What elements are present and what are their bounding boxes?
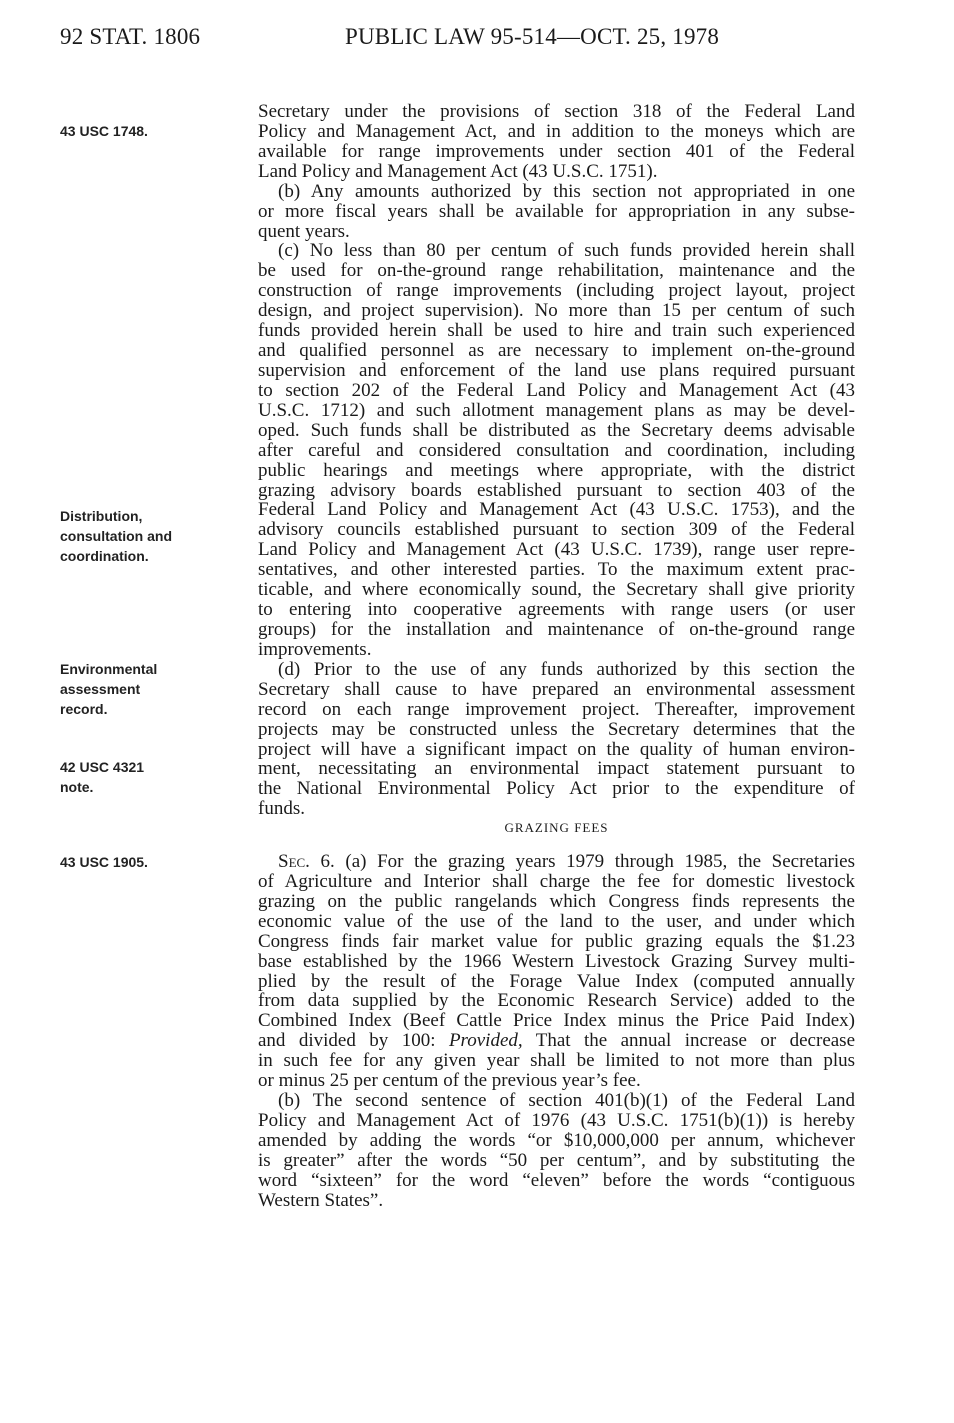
text-line: ticable, and where economically sound, the Secretary shall give priority: [258, 579, 855, 601]
text-line: public hearings and meetings where appropriate, with the district: [258, 459, 855, 481]
text-line: amended by adding the words “or $10,000,000 per annum, whichever: [258, 1129, 855, 1151]
text-line: design, and project supervision). No more than 15 per centum of such: [258, 300, 855, 322]
text-line: Policy and Management Act, and in addition to the moneys which are: [258, 120, 855, 142]
text-line: project will have a significant impact on the quality of human environ-: [258, 738, 855, 760]
text-line: economic value of the use of the land to the user, and under which: [258, 910, 855, 932]
text-line: U.S.C. 1712) and such allotment management plans as may be devel-: [258, 399, 855, 421]
text-line: plied by the result of the Forage Value Index (computed annually: [258, 970, 855, 992]
text-line: Federal Land Policy and Management Act (43 U.S.C. 1753), and the: [258, 499, 855, 521]
text-line: sentatives, and other interested parties. To the maximum extent prac-: [258, 559, 855, 581]
margin-note-usc-4321: [60, 757, 144, 797]
small-caps-text: Sec.: [278, 851, 310, 872]
margin-note-line: record.: [60, 701, 108, 717]
margin-note-usc-1748: 43 USC 1748.: [60, 123, 148, 139]
text-segment: and divided by 100:: [258, 1030, 449, 1052]
text-segment: That the annual increase or decrease: [522, 1030, 856, 1052]
text-line: funds provided herein shall be used to hire and train such experienced: [258, 320, 855, 342]
text-line: Secretary under the provisions of section 318 of the Federal Land: [258, 101, 855, 122]
text-line: (b) The second sentence of section 401(b)(1) of the Federal Land: [278, 1090, 855, 1112]
margin-note-line: note.: [60, 779, 94, 795]
text-line: [258, 1031, 855, 1051]
text-line: and qualified personnel as are necessary to implement on-the-ground: [258, 340, 855, 362]
text-line: quent years.: [258, 220, 350, 242]
text-line: [258, 852, 855, 872]
margin-note-line: Distribution,: [60, 508, 143, 524]
body-text-section-5: [258, 102, 855, 819]
text-line: supervision and enforcement of the land use plans required pursuant: [258, 359, 855, 381]
margin-note-line: Environmental: [60, 661, 158, 677]
text-line: (b) Any amounts authorized by this section not appropriated in one: [278, 180, 855, 202]
text-line: base established by the 1966 Western Livestock Grazing Survey multi-: [258, 950, 855, 972]
text-line: Congress finds fair market value for public grazing equals the $1.23: [258, 930, 855, 952]
text-line: advisory councils established pursuant to section 309 of the Federal: [258, 519, 855, 541]
text-line: to section 202 of the Federal Land Policy and Management Act (43: [258, 379, 855, 401]
margin-note-usc-1905: 43 USC 1905.: [60, 854, 148, 870]
text-line: or minus 25 per centum of the previous year’s fee.: [258, 1070, 641, 1092]
text-line: (c) No less than 80 per centum of such funds provided herein shall: [278, 240, 855, 262]
section-heading: GRAZING FEES: [504, 820, 609, 835]
text-segment: 6. (a) For the grazing years 1979 through 1985, the Secretaries: [309, 851, 855, 872]
text-line: (d) Prior to the use of any funds authorized by this section the: [278, 658, 855, 680]
text-line: Western States”.: [258, 1189, 384, 1211]
text-line: Secretary shall cause to have prepared an environmental assessment: [258, 678, 855, 700]
text-line: in such fee for any given year shall be limited to not more than plus: [258, 1050, 855, 1072]
text-line: Policy and Management Act of 1976 (43 U.S.C. 1751(b)(1)) is hereby: [258, 1109, 855, 1131]
text-line: the National Environmental Policy Act prior to the expenditure of: [258, 778, 855, 800]
text-line: ment, necessitating an environmental impact statement pursuant to: [258, 758, 855, 780]
page-number: 92 STAT. 1806: [60, 24, 201, 49]
text-line: funds.: [258, 798, 305, 820]
margin-note-line: assessment: [60, 681, 141, 697]
text-line: word “sixteen” for the word “eleven” before the words “contiguous: [258, 1169, 855, 1191]
text-line: available for range improvements under section 401 of the Federal: [258, 140, 855, 162]
text-line: from data supplied by the Economic Research Service) added to the: [258, 990, 855, 1012]
text-line: grazing advisory boards established pursuant to section 403 of the: [258, 479, 855, 501]
text-line: record on each range improvement project. Thereafter, improvement: [258, 698, 855, 720]
text-line: construction of range improvements (including project layout, project: [258, 280, 855, 302]
text-line: improvements.: [258, 638, 372, 660]
italic-text: Provided,: [448, 1030, 523, 1052]
text-line: of Agriculture and Interior shall charge the fee for domestic livestock: [258, 870, 855, 892]
text-line: to entering into cooperative agreements with range users (or user: [258, 599, 855, 621]
text-line: Land Policy and Management Act (43 U.S.C. 1739), range user repre-: [258, 539, 855, 561]
text-line: be used for on-the-ground range rehabilitation, maintenance and the: [258, 260, 855, 282]
margin-note-distribution: [60, 506, 172, 566]
body-text-section-6: [258, 852, 855, 1211]
margin-note-environmental: [60, 659, 157, 719]
text-line: groups) for the installation and maintenance of on-the-ground range: [258, 618, 855, 640]
text-line: or more fiscal years shall be available for appropriation in any subse-: [258, 200, 855, 222]
text-line: grazing on the public rangelands which Congress finds represents the: [258, 890, 855, 912]
text-line: after careful and considered consultation and coordination, including: [258, 439, 855, 461]
running-header: PUBLIC LAW 95-514—OCT. 25, 1978: [345, 24, 720, 49]
margin-note-line: consultation and: [60, 528, 172, 544]
margin-note-line: 42 USC 4321: [60, 759, 145, 775]
text-line: oped. Such funds shall be distributed as the Secretary deems advisable: [258, 419, 855, 441]
text-line: Combined Index (Beef Cattle Price Index minus the Price Paid Index): [258, 1010, 855, 1032]
text-line: projects may be constructed unless the Secretary determines that the: [258, 718, 855, 740]
text-line: Land Policy and Management Act (43 U.S.C. 1751).: [258, 160, 658, 182]
margin-note-line: coordination.: [60, 548, 149, 564]
text-line: is greater” after the words “50 per centum”, and by substituting the: [258, 1149, 855, 1171]
